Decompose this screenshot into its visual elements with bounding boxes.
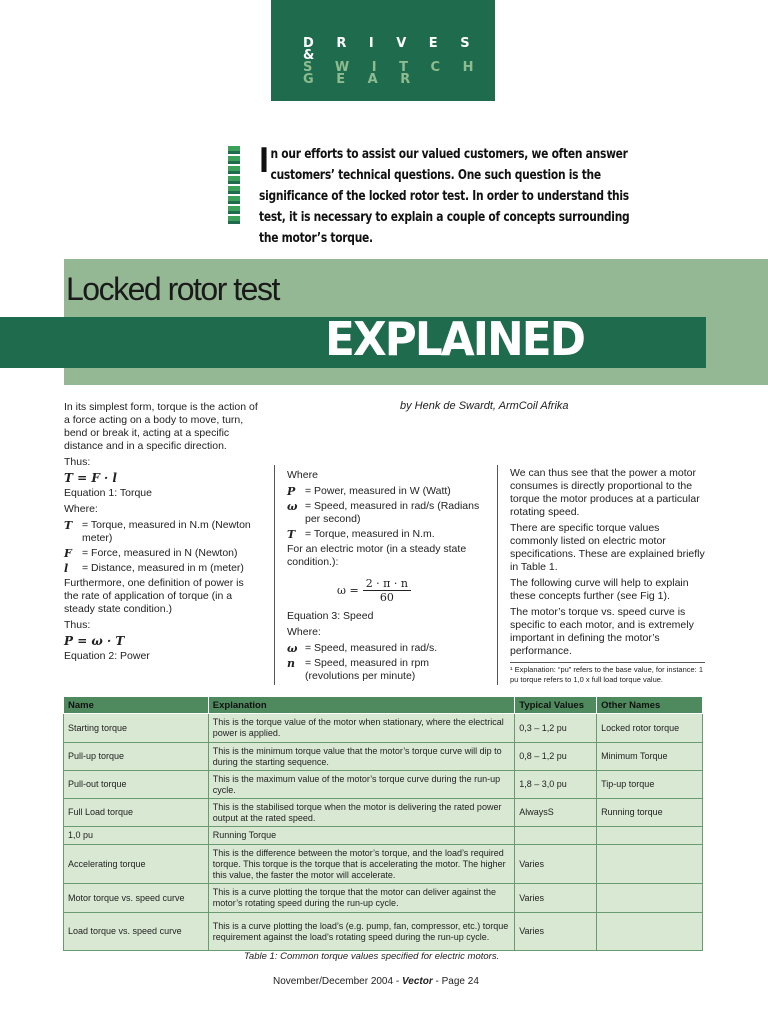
- formula-torque: T = F · l: [64, 471, 117, 485]
- table-cell: [597, 884, 703, 913]
- formula-speed-fraction: [363, 577, 411, 604]
- formula-speed: [337, 577, 484, 604]
- definition-text: = Torque, measured in N.m.: [305, 528, 435, 540]
- definition-text: = Speed, measured in rad/s.: [305, 642, 438, 654]
- definition-text: = Force, measured in N (Newton): [82, 547, 238, 559]
- table-cell: Starting torque: [64, 714, 209, 743]
- equation-3-label: Equation 3: Speed: [287, 610, 374, 622]
- table-cell: Pull-up torque: [64, 743, 209, 771]
- table-header-row: [64, 697, 703, 714]
- definition-row: [64, 547, 260, 560]
- definition-symbol: l: [64, 562, 69, 575]
- table-cell: [597, 913, 703, 951]
- definition-row: [287, 485, 484, 498]
- table-cell: This is the stabilised torque when the motor is delivering the rated power output at the rated speed.: [208, 799, 514, 827]
- table-cell: Varies: [515, 884, 597, 913]
- table-cell: Full Load torque: [64, 799, 209, 827]
- definition-row: [287, 500, 484, 526]
- formula-speed-numerator: 2 · π · n: [363, 577, 411, 591]
- column-header: Typical Values: [515, 697, 597, 714]
- column-header: Explanation: [208, 697, 514, 714]
- table-caption: Table 1: Common torque values specified for electric motors.: [244, 951, 500, 962]
- table-cell: [597, 845, 703, 884]
- intro-text: n our efforts to assist our valued customers, we often answer customers’ technical questions. One such question is the significance of the locked rotor test. In order to understand this test, it is necessary to explain a couple of concepts surrounding the motor’s torque.: [259, 146, 630, 246]
- definition-row: [64, 562, 260, 575]
- section-line-1: D R I V E S &: [303, 36, 479, 63]
- table-cell: Running Torque: [208, 827, 514, 845]
- section-header: [271, 0, 495, 101]
- definition-symbol: F: [64, 547, 72, 560]
- table-row: [64, 845, 703, 884]
- table-row: [64, 884, 703, 913]
- column-divider: [274, 465, 275, 685]
- table-cell: Locked rotor torque: [597, 714, 703, 743]
- table-row: [64, 827, 703, 845]
- table-cell: This is a curve plotting the torque that the motor can deliver against the motor’s rotating speed during the run-up cycle.: [208, 884, 514, 913]
- definition-symbol: P: [287, 485, 296, 498]
- table-cell: This is the minimum torque value that the motor’s torque curve will dip to during the starting sequence.: [208, 743, 514, 771]
- intro-paragraph: [259, 141, 646, 249]
- equation-2-label: Equation 2: Power: [64, 650, 150, 662]
- definition-text: = Torque, measured in N.m (Newton meter): [82, 519, 251, 544]
- table-cell: Motor torque vs. speed curve: [64, 884, 209, 913]
- definition-text: = Distance, measured in m (meter): [82, 562, 244, 574]
- col2-where: Where: [287, 469, 318, 481]
- table-cell: AlwaysS: [515, 799, 597, 827]
- footer-date: November/December 2004: [273, 976, 394, 987]
- definition-symbol: T: [287, 528, 296, 541]
- formula-speed-denominator: 60: [379, 591, 394, 604]
- definition-text: = Speed, measured in rpm (revolutions per minute): [305, 657, 430, 682]
- footnote: ¹ Explanation: “pu” refers to the base value, for instance: 1 pu torque refers to 1,0 x full load torque value.: [510, 662, 705, 685]
- definition-row: [64, 519, 260, 545]
- column-1: [64, 401, 260, 666]
- column-2: [287, 469, 484, 685]
- table-cell: This is the maximum value of the motor’s torque curve during the run-up cycle.: [208, 771, 514, 799]
- col1-paragraph-2: Furthermore, one definition of power is the rate of application of torque (in a steady state condition.): [64, 577, 244, 615]
- col1-thus-2: Thus:: [64, 619, 91, 631]
- table-row: [64, 743, 703, 771]
- byline: by Henk de Swardt, ArmCoil Afrika: [400, 400, 569, 412]
- definition-symbol: T: [64, 519, 73, 532]
- section-tag: [303, 38, 495, 86]
- title-top: Locked rotor test: [66, 271, 279, 307]
- torque-table: [63, 696, 703, 951]
- table-cell: 0,3 – 1,2 pu: [515, 714, 597, 743]
- column-3: [510, 467, 705, 685]
- formula-speed-lhs: ω =: [337, 584, 359, 597]
- col3-paragraph-2: There are specific torque values commonly listed on electric motor specifications. These are explained briefly in Table 1.: [510, 522, 705, 573]
- definition-text: = Speed, measured in rad/s (Radians per second): [305, 500, 480, 525]
- col1-paragraph-1: In its simplest form, torque is the action of a force acting on a body to move, turn, bend or break it, acting at a specific distance and in a specific direction.: [64, 401, 258, 452]
- table-cell: This is the torque value of the motor when stationary, where the electrical power is applied.: [208, 714, 514, 743]
- table-cell: 1,8 – 3,0 pu: [515, 771, 597, 799]
- col1-where-1: Where:: [64, 503, 98, 515]
- column-header: Name: [64, 697, 209, 714]
- intro-decoration: [228, 146, 240, 224]
- definition-symbol: n: [287, 657, 295, 670]
- intro-dropcap: I: [259, 141, 269, 181]
- table-cell: [597, 827, 703, 845]
- table-cell: Varies: [515, 913, 597, 951]
- table-cell: This is a curve plotting the load’s (e.g. pump, fan, compressor, etc.) torque requirement against the load’s rotating speed during the run-up cycle.: [208, 913, 514, 951]
- definition-row: [287, 657, 484, 683]
- table-cell: Varies: [515, 845, 597, 884]
- table-cell: Running torque: [597, 799, 703, 827]
- table-cell: 1,0 pu: [64, 827, 209, 845]
- table-cell: Pull-out torque: [64, 771, 209, 799]
- title-main: EXPLAINED: [325, 312, 585, 366]
- col3-paragraph-4: The motor’s torque vs. speed curve is specific to each motor, and is extremely important in defining the motor’s performance.: [510, 606, 694, 657]
- table-row: [64, 771, 703, 799]
- definition-symbol: ω: [287, 500, 298, 513]
- footer-page: - Page 24: [435, 976, 479, 987]
- col1-thus-1: Thus:: [64, 456, 91, 468]
- column-divider: [497, 465, 498, 685]
- page-footer: [273, 976, 479, 987]
- footer-separator: -: [395, 976, 400, 987]
- definition-text: = Power, measured in W (Watt): [305, 485, 451, 497]
- table-cell: 0,8 – 1,2 pu: [515, 743, 597, 771]
- col3-paragraph-3: The following curve will help to explain these concepts further (see Fig 1).: [510, 577, 689, 602]
- table-cell: This is the difference between the motor’s torque, and the load’s required torque. This torque is the torque that is accelerating the motor. The higher this value, the faster the motor will accelerate.: [208, 845, 514, 884]
- section-line-2: S W I T C H G E A R: [303, 60, 483, 87]
- table-cell: Tip-up torque: [597, 771, 703, 799]
- table-cell: Load torque vs. speed curve: [64, 913, 209, 951]
- column-header: Other Names: [597, 697, 703, 714]
- col3-paragraph-1: We can thus see that the power a motor consumes is directly proportional to the torque the motor produces at a particular rotating speed.: [510, 467, 700, 518]
- col2-where-2: Where:: [287, 626, 321, 638]
- col2-paragraph-1: For an electric motor (in a steady state condition.):: [287, 543, 467, 568]
- definition-row: [287, 642, 484, 655]
- footer-magazine: Vector: [401, 976, 433, 987]
- definition-row: [287, 528, 484, 541]
- table-row: [64, 799, 703, 827]
- table-row: [64, 714, 703, 743]
- equation-1-label: Equation 1: Torque: [64, 487, 152, 499]
- table-cell: Accelerating torque: [64, 845, 209, 884]
- table-cell: [515, 827, 597, 845]
- table-row: [64, 913, 703, 951]
- formula-power: P = ω · T: [64, 634, 125, 648]
- table-cell: Minimum Torque: [597, 743, 703, 771]
- definition-symbol: ω: [287, 642, 298, 655]
